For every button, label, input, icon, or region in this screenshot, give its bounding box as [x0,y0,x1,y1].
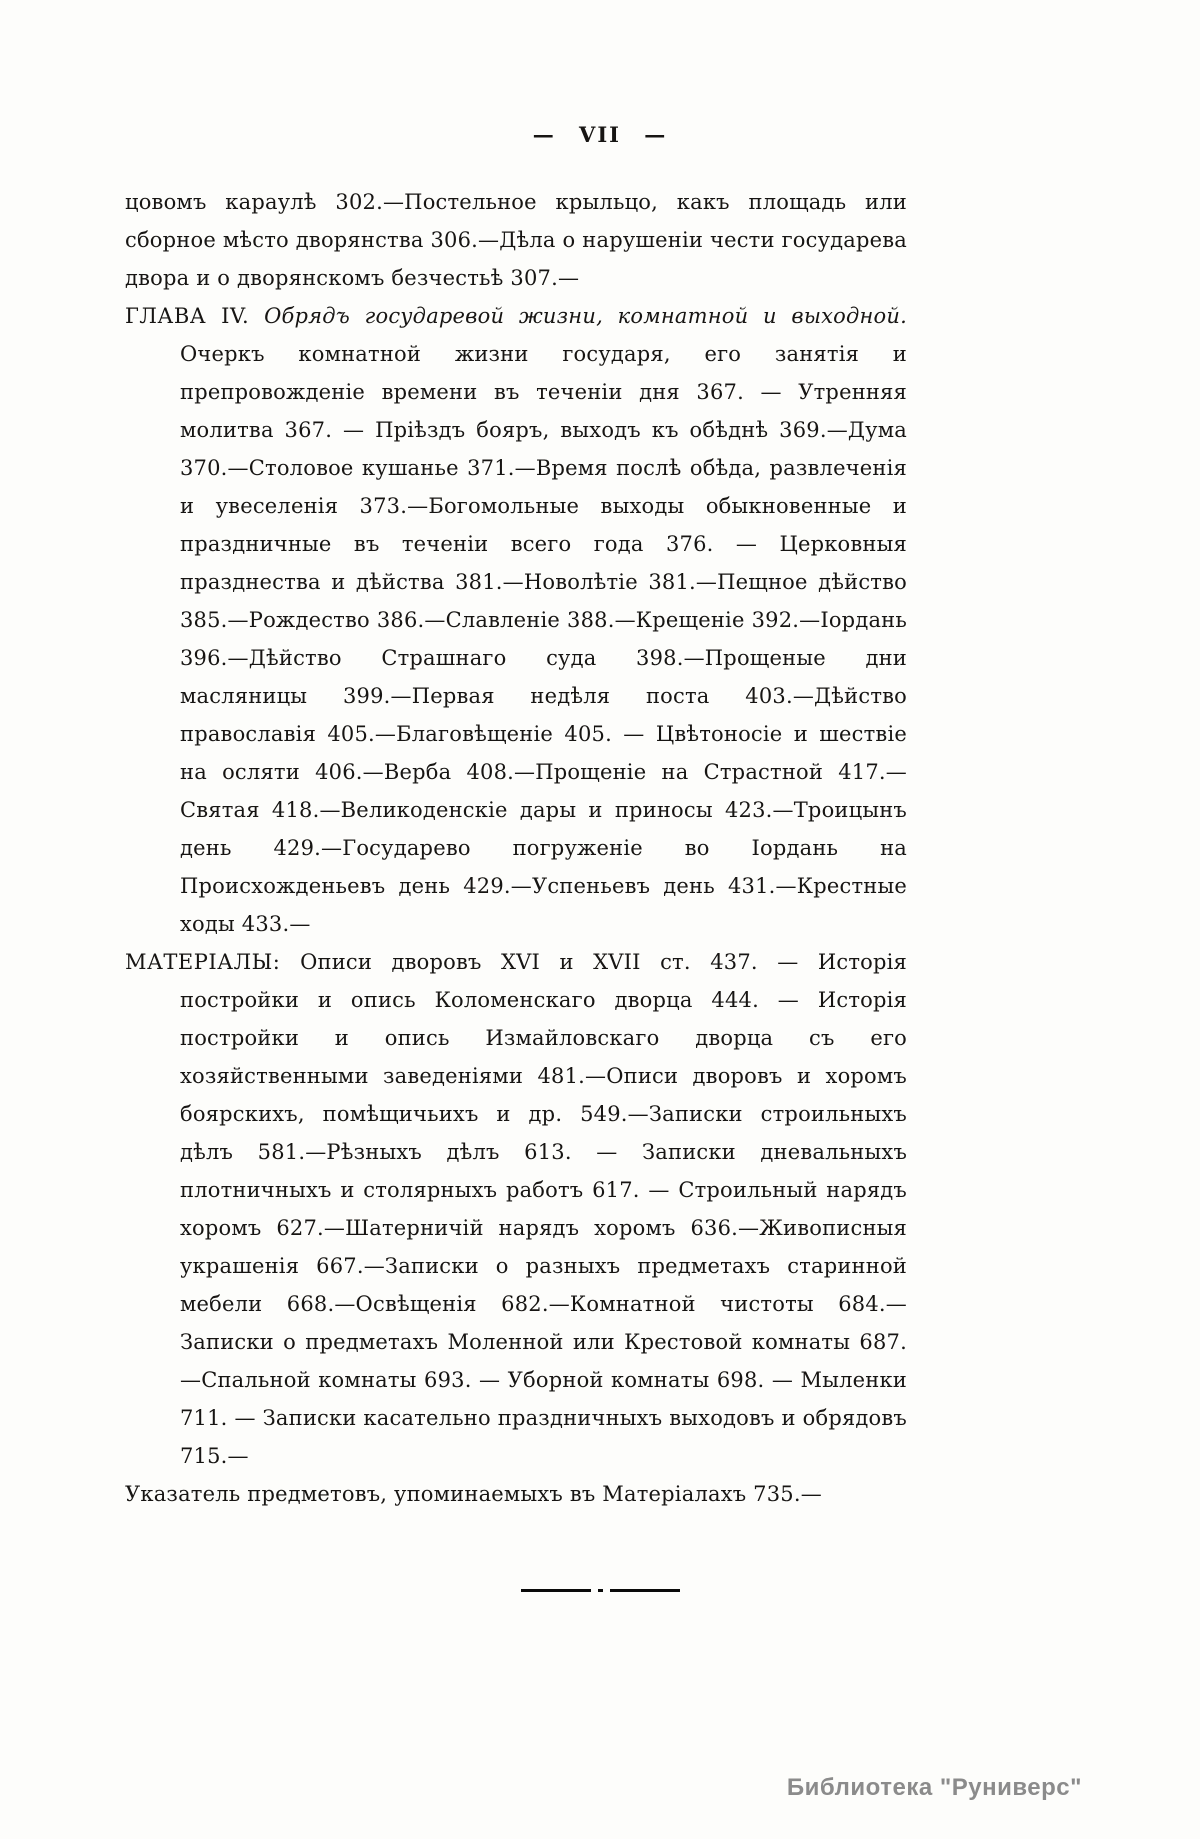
materials-label: МАТЕРІАЛЫ: [125,950,301,974]
divider-dot [598,1589,603,1592]
chapter-summary-text: Очеркъ комнатной жизни государя, его занятія и препровожденіе времени въ теченіи дня 367. — Утренняя молитва 367. — Пріѣздъ бояръ, выходъ къ обѣднѣ 369.—Дума 370.—Столовое кушанье 371.—Время послѣ обѣда, развлеченія и увеселенія 373.—Богомольные выходы обыкновенные и праздничные въ теченіи всего года 376. — Церковныя празднества и дѣйства 381.—Новолѣтіе 381.—Пещное дѣйство 385.—Рождество 386.—Славленіе 388.—Крещеніе 392.—Іордань 396.—Дѣйство Страшнаго суда 398.—Прощеные дни масляницы 399.—Первая недѣля поста 403.—Дѣйство православія 405.—Благовѣщеніе 405. — Цвѣтоносіе и шествіе на осляти 406.—Верба 408.—Прощеніе на Страстной 417.—Святая 418.—Великоденскіе дары и приносы 423.—Троицынъ день 429.—Государево погруженіе во Іордань на Происхожденьевъ день 429.—Успеньевъ день 431.—Крестные ходы 433.— [180,342,907,936]
divider-rule-left [521,1589,591,1592]
page-number-header: — VII — [532,122,668,147]
toc-entry-materials [125,943,907,1475]
materials-summary-text: Описи дворовъ XVI и XVII ст. 437. — Исторія постройки и опись Коломенскаго дворца 444. — Исторія постройки и опись Измайловскаго дворца съ его хозяйственными заведеніями 481.—Описи дворовъ и хоромъ боярскихъ, помѣщичьихъ и др. 549.—Записки строильныхъ дѣлъ 581.—Рѣзныхъ дѣлъ 613. — Записки дневальныхъ плотничныхъ и столярныхъ работъ 617. — Строильный нарядъ хоромъ 627.—Шатерничій нарядъ хоромъ 636.—Живописныя украшенія 667.—Записки о разныхъ предметахъ старинной мебели 668.—Освѣщенія 682.—Комнатной чистоты 684.—Записки о предметахъ Моленной или Крестовой комнаты 687.—Спальной комнаты 693. — Уборной комнаты 698. — Мыленки 711. — Записки касательно праздничныхъ выходовъ и обрядовъ 715.— [180,950,907,1468]
section-divider [0,1589,1200,1592]
toc-entry-index [125,1475,907,1513]
divider-rule-right [610,1589,680,1592]
chapter-label: ГЛАВА IV. [125,304,265,328]
index-line-text: Указатель предметовъ, упоминаемыхъ въ Матеріалахъ 735.— [125,1482,822,1506]
toc-entry-continuation [125,183,907,297]
toc-entry-chapter-4 [125,297,907,943]
toc-continuation-text: цовомъ караулѣ 302.—Постельное крыльцо, какъ площадь или сборное мѣсто дворянства 306.—Дѣла о нарушеніи чести государева двора и о дворянскомъ безчестьѣ 307.— [125,190,907,290]
table-of-contents [125,183,907,1513]
library-watermark: Библиотека "Руниверс" [786,1774,1082,1801]
chapter-title: Обрядъ государевой жизни, комнатной и выходной. [264,304,907,328]
